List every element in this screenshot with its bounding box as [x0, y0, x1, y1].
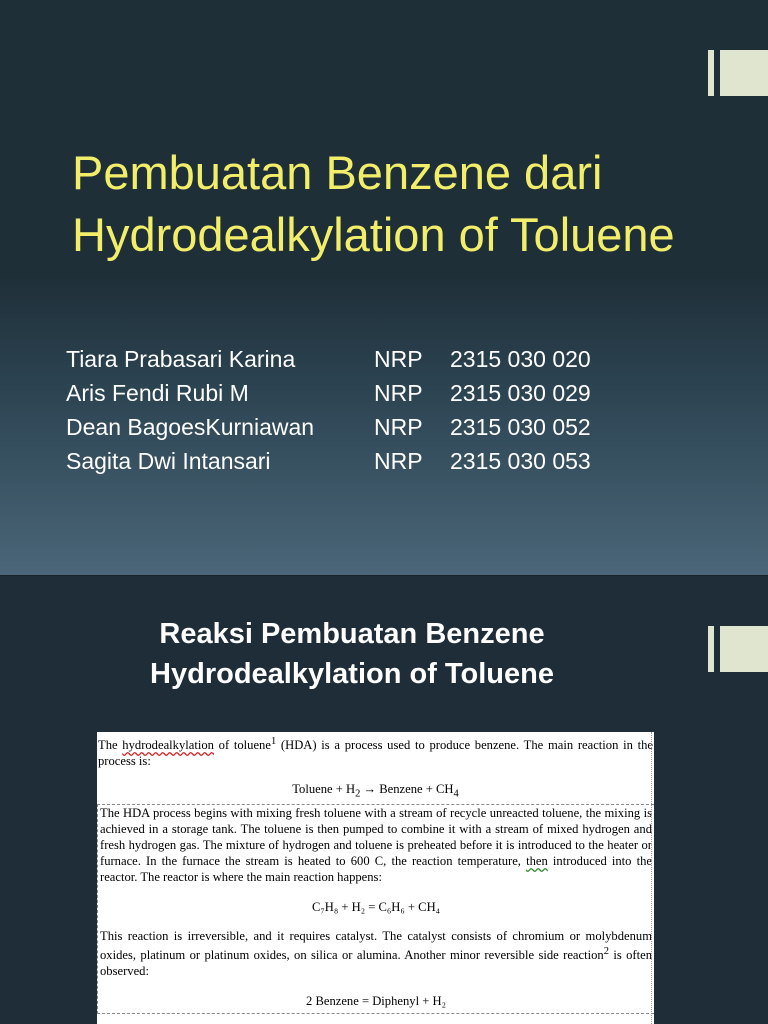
process-paragraph — [99, 805, 653, 885]
footnote-marker: 1 — [270, 736, 277, 747]
decoration-block — [720, 50, 768, 96]
member-name: Tiara Prabasari Karina — [66, 346, 296, 372]
member-name: Dean BagoesKurniawan — [66, 414, 315, 440]
footnote-marker: 2 — [603, 945, 609, 957]
subscript: 4 — [453, 788, 459, 800]
text-run: The — [98, 738, 123, 753]
decoration-block — [720, 626, 768, 672]
text-run: introduced into the reactor. The reactor is where the main reaction happens: — [100, 854, 652, 885]
member-nrp-label: NRP — [374, 380, 423, 406]
intro-paragraph — [97, 732, 654, 769]
process-description-box — [97, 804, 654, 1014]
document-excerpt — [97, 732, 654, 1024]
decoration-bar — [708, 626, 714, 672]
member-nrp-label: NRP — [374, 346, 423, 372]
decoration-bar — [708, 50, 714, 96]
text-run: Toluene + H — [292, 782, 356, 797]
slide-decoration — [708, 626, 768, 672]
page-edge — [651, 732, 654, 1024]
catalyst-paragraph — [99, 928, 653, 979]
slide-heading-line1: Reaksi Pembuatan Benzene — [159, 618, 545, 650]
text-run: then — [526, 854, 548, 869]
text-run: The HDA process begins with mixing fresh toluene with a stream of recycle unreacted toluene, the mixing is achieved in a storage tank. The toluene is then pumped to combine it with a stream of mixed hydrogen and fresh hydrogen gas. The mixture of hydrogen and toluene is preheated before it is introduced to the heater or furnace. In the furnace the stream is heated to 600 C, the reaction temperature, — [100, 805, 652, 869]
presentation-title: Pembuatan Benzene dari Hydrodealkylation of Toluene — [72, 146, 675, 261]
subscript: 2 — [355, 788, 361, 800]
side-reaction-equation: 2 Benzene = Diphenyl + H₂ — [306, 994, 446, 1009]
slide-heading — [0, 614, 704, 694]
text-run: of toluene — [213, 738, 271, 753]
text-run: hydrodealkylation — [122, 738, 214, 753]
slide-heading-line2: Hydrodealkylation of Toluene — [150, 658, 554, 690]
member-nrp: 2315 030 029 — [450, 380, 591, 406]
member-nrp-label: NRP — [374, 414, 423, 440]
text-run: (HDA) is a process used to produce benzene. The main reaction in the process is: — [98, 738, 654, 769]
member-nrp: 2315 030 052 — [450, 414, 591, 440]
slide-reaction — [0, 576, 768, 1024]
member-nrp: 2315 030 020 — [450, 346, 591, 372]
main-reaction-equation — [97, 781, 654, 803]
member-nrp: 2315 030 053 — [450, 448, 591, 474]
member-nrp-label: NRP — [374, 448, 423, 474]
text-run: This reaction is irreversible, and it requires catalyst. The catalyst consists of chromium or molybdenum oxides, platinum or platinum oxides, on silica or alumina. Another minor reversible side reaction — [100, 928, 652, 962]
reaction-formula: C₇H₈ + H₂ = C₆H₆ + CH₄ — [311, 900, 441, 915]
member-name: Sagita Dwi Intansari — [66, 448, 271, 474]
text-run: → Benzene + CH — [360, 782, 454, 797]
text-run: is often observed: — [100, 947, 653, 978]
member-name: Aris Fendi Rubi M — [66, 380, 249, 406]
slide-decoration — [708, 50, 768, 96]
